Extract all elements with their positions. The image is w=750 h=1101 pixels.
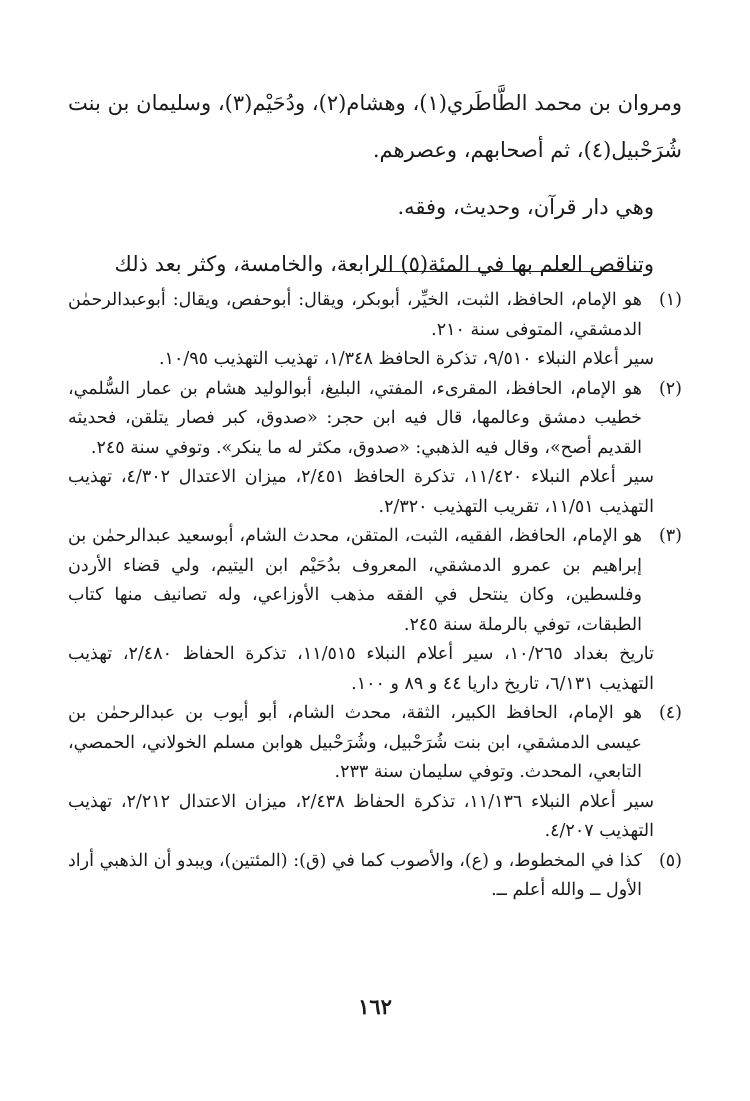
footnote-number: (٣) — [658, 526, 682, 546]
footnote-number: (٤) — [658, 703, 682, 723]
footnote-text: كذا في المخطوط، و (ع)، والأصوب كما في (ق): (المئتين)، ويبدو أن الذهبي أراد الأول ــ والله أعلم ــ. — [68, 850, 642, 900]
footnote-4 — [68, 699, 682, 788]
footnote-1 — [68, 286, 682, 345]
footnote-separator — [380, 271, 642, 272]
footnote-sources: سير أعلام النبلاء ٩/٥١٠، تذكرة الحافظ ١/٣٤٨، تهذيب التهذيب ١٠/٩٥. — [158, 349, 654, 369]
footnote-5 — [68, 847, 682, 906]
footnote-2 — [68, 375, 682, 464]
main-paragraph-1: ومروان بن محمد الطَّاطَري(١)، وهشام(٢)، ودُحَيْم(٣)، وسليمان بن بنت شُرَحْبيل(٤)، ثم أصحابهم، وعصرهم. — [68, 91, 682, 162]
main-paragraph-2: وهي دار قرآن، وحديث، وفقه. — [397, 195, 654, 219]
footnote-number: (٥) — [658, 850, 682, 871]
footnote-text: هو الإمام، الحافظ، الفقيه، الثبت، المتقن، محدث الشام، أبوسعيد عبدالرحمٰن بن إبراهيم بن عمرو الدمشقي، المعروف بدُحَيْم ابن اليتيم، ولي قضاء الأردن وفلسطين، وكان ينتحل في الفقه مذهب الأوزاعي، وله تصانيف منها كتاب الطبقات، توفي بالرملة سنة ٢٤٥. — [68, 526, 642, 635]
footnote-sources: سير أعلام النبلاء ١١/١٣٦، تذكرة الحفاظ ٢/٤٣٨، ميزان الاعتدال ٢/٢١٢، تهذيب التهذيب ٤/٢٠٧. — [68, 791, 654, 841]
footnote-text: هو الإمام، الحافظ، المقرىء، المفتي، البليغ، أبوالوليد هشام بن عمار السُّلمي، خطيب دمشق وعالمها، قال فيه ابن حجر: «صدوق، كبر فصار يتلقن، فحديثه القديم أصح»، وقال فيه الذهبي: «صدوق، مكثر له ما ينكر». وتوفي سنة ٢٤٥. — [68, 378, 642, 458]
footnote-number: (٢) — [658, 378, 682, 399]
footnote-sources: تاريخ بغداد ١٠/٢٦٥، سير أعلام النبلاء ١١/٥١٥، تذكرة الحفاظ ٢/٤٨٠، تهذيب التهذيب ٦/١٣١، تاريخ داريا ٤٤ و ٨٩ و ١٠٠. — [68, 644, 654, 694]
page-number: ١٦٢ — [358, 994, 392, 1019]
footnote-number: (١) — [658, 290, 682, 310]
footnote-text: هو الإمام، الحافظ الكبير، الثقة، محدث الشام، أبو أيوب بن عبدالرحمٰن بن عيسى الدمشقي، ابن بنت شُرَحْبيل، وشُرَحْبيل هوابن مسلم الخولاني، الحمصي، التابعي، المحدث. وتوفي سليمان سنة ٢٣٣. — [68, 703, 642, 782]
footnote-3 — [68, 522, 682, 640]
footnote-sources: سير أعلام النبلاء ١١/٤٢٠، تذكرة الحافظ ٢/٤٥١، ميزان الاعتدال ٤/٣٠٢، تهذيب التهذيب ١١/٥١، تقريب التهذيب ٢/٣٢٠. — [68, 467, 654, 517]
footnotes — [68, 286, 682, 906]
main-text — [68, 80, 682, 288]
footnote-text: هو الإمام، الحافظ، الثبت، الخيِّر، أبوبكر، ويقال: أبوحفص، ويقال: أبوعبدالرحمٰن الدمشقي، المتوفى سنة ٢١٠. — [68, 290, 642, 340]
main-paragraph-3: وتناقص العلم بها في المئة(٥) الرابعة، والخامسة، وكثر بعد ذلك — [114, 252, 654, 276]
